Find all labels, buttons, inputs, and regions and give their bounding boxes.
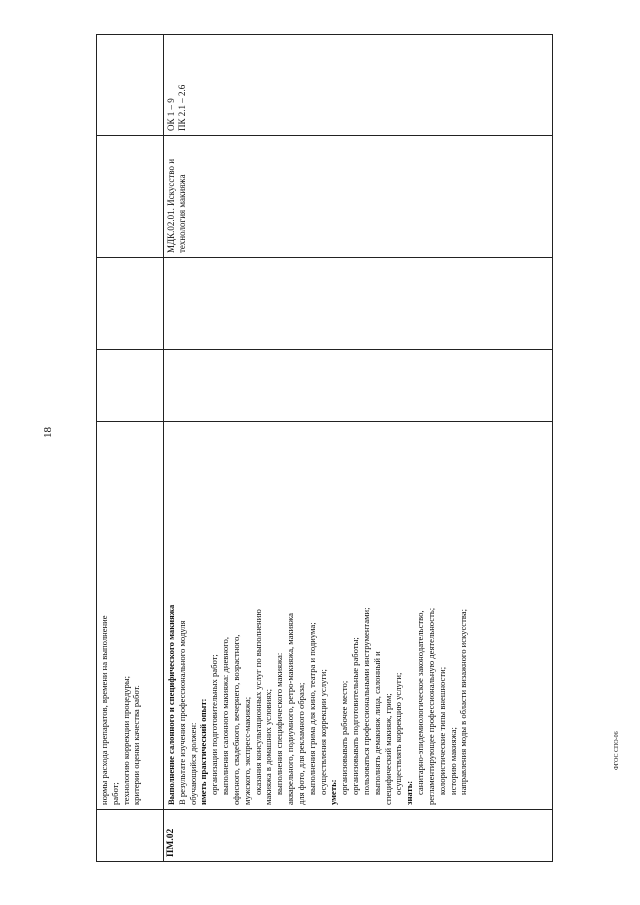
text-line: направления моды в области визажного искусства; <box>458 609 469 795</box>
table-row-module <box>164 35 553 862</box>
table-row-continuation <box>97 35 164 862</box>
mdk-name: МДК.02.01. Искусство и технология макияжа <box>164 136 553 258</box>
text-line: санитарно-эпидемиологическое законодательство, <box>415 610 426 795</box>
module-code: ПМ.02 <box>164 810 553 862</box>
text-line: организовывать рабочее место; <box>339 680 350 795</box>
text-line: критерии оценки качества работ. <box>131 685 142 805</box>
hours-cell-empty <box>97 258 164 350</box>
text-line: акварельного, подиумного, ретро-макияжа, макияжа <box>285 613 296 805</box>
competency-cell-empty <box>97 35 164 136</box>
text-line: историю макияжа; <box>447 727 458 795</box>
text-line: осуществлять коррекцию услуги; <box>393 672 404 795</box>
text-line: офисного, свадебного, вечернего, возрастного, <box>230 634 241 805</box>
text-line: организовывать подготовительные работы; <box>350 637 361 795</box>
hours-cell-empty <box>97 350 164 422</box>
section-heading: уметь: <box>328 779 339 805</box>
section-heading: иметь практический опыт: <box>198 698 209 805</box>
general-competencies: ОК 1 – 9 <box>166 98 176 131</box>
text-line: В результате изучения профессионального модуля <box>176 620 187 805</box>
professional-competencies: ПК 2.1 – 2.6 <box>177 84 188 131</box>
module-title: Выполнение салонного и специфического макияжа <box>166 604 176 805</box>
competency-codes <box>164 35 553 136</box>
module-description <box>164 422 553 810</box>
text-line: для фото, для рекламного образа; <box>295 682 306 805</box>
text-line: оказания консультационных услуг по выполнению <box>252 609 263 795</box>
text-line: пользоваться профессиональными инструментами; <box>360 607 371 795</box>
text-line: выполнять демакияж лица, салонный и <box>371 651 382 795</box>
text-line: специфический макияж, грим; <box>382 693 393 805</box>
text-line: работ; <box>109 782 120 805</box>
hours-cell-empty <box>164 350 553 422</box>
hours-cell-empty <box>164 258 553 350</box>
page-number: 18 <box>42 427 54 438</box>
text-line: нормы расхода препаратов, времени на выполнение <box>99 615 109 805</box>
text-line: обучающийся должен: <box>187 722 198 805</box>
text-line: макияжа в домашних условиях; <box>263 689 274 805</box>
text-line: мужского, экспресс-макияжа; <box>241 696 252 805</box>
code-cell-empty <box>97 810 164 862</box>
text-line: выполнения салонного макияжа: дневного, <box>220 637 231 795</box>
text-line: технологию коррекции процедуры; <box>120 676 131 805</box>
text-line: организации подготовительных работ; <box>209 654 220 795</box>
text-line: колористические типы внешности; <box>436 666 447 795</box>
text-line: регламентирующее профессиональную деятельность; <box>425 607 436 805</box>
text-line: выполнения специфического макияжа: <box>274 652 285 795</box>
curriculum-table <box>96 34 553 862</box>
text-line: выполнения грима для кино, театра и подиума; <box>306 622 317 795</box>
mdk-cell-empty <box>97 136 164 258</box>
description-cell-continuation <box>97 422 164 810</box>
text-line: осуществления коррекции услуги; <box>317 669 328 795</box>
footer-code: ФГОС СПО-06 <box>614 731 620 770</box>
rotated-table-wrapper <box>96 34 544 862</box>
section-heading: знать: <box>404 780 415 805</box>
